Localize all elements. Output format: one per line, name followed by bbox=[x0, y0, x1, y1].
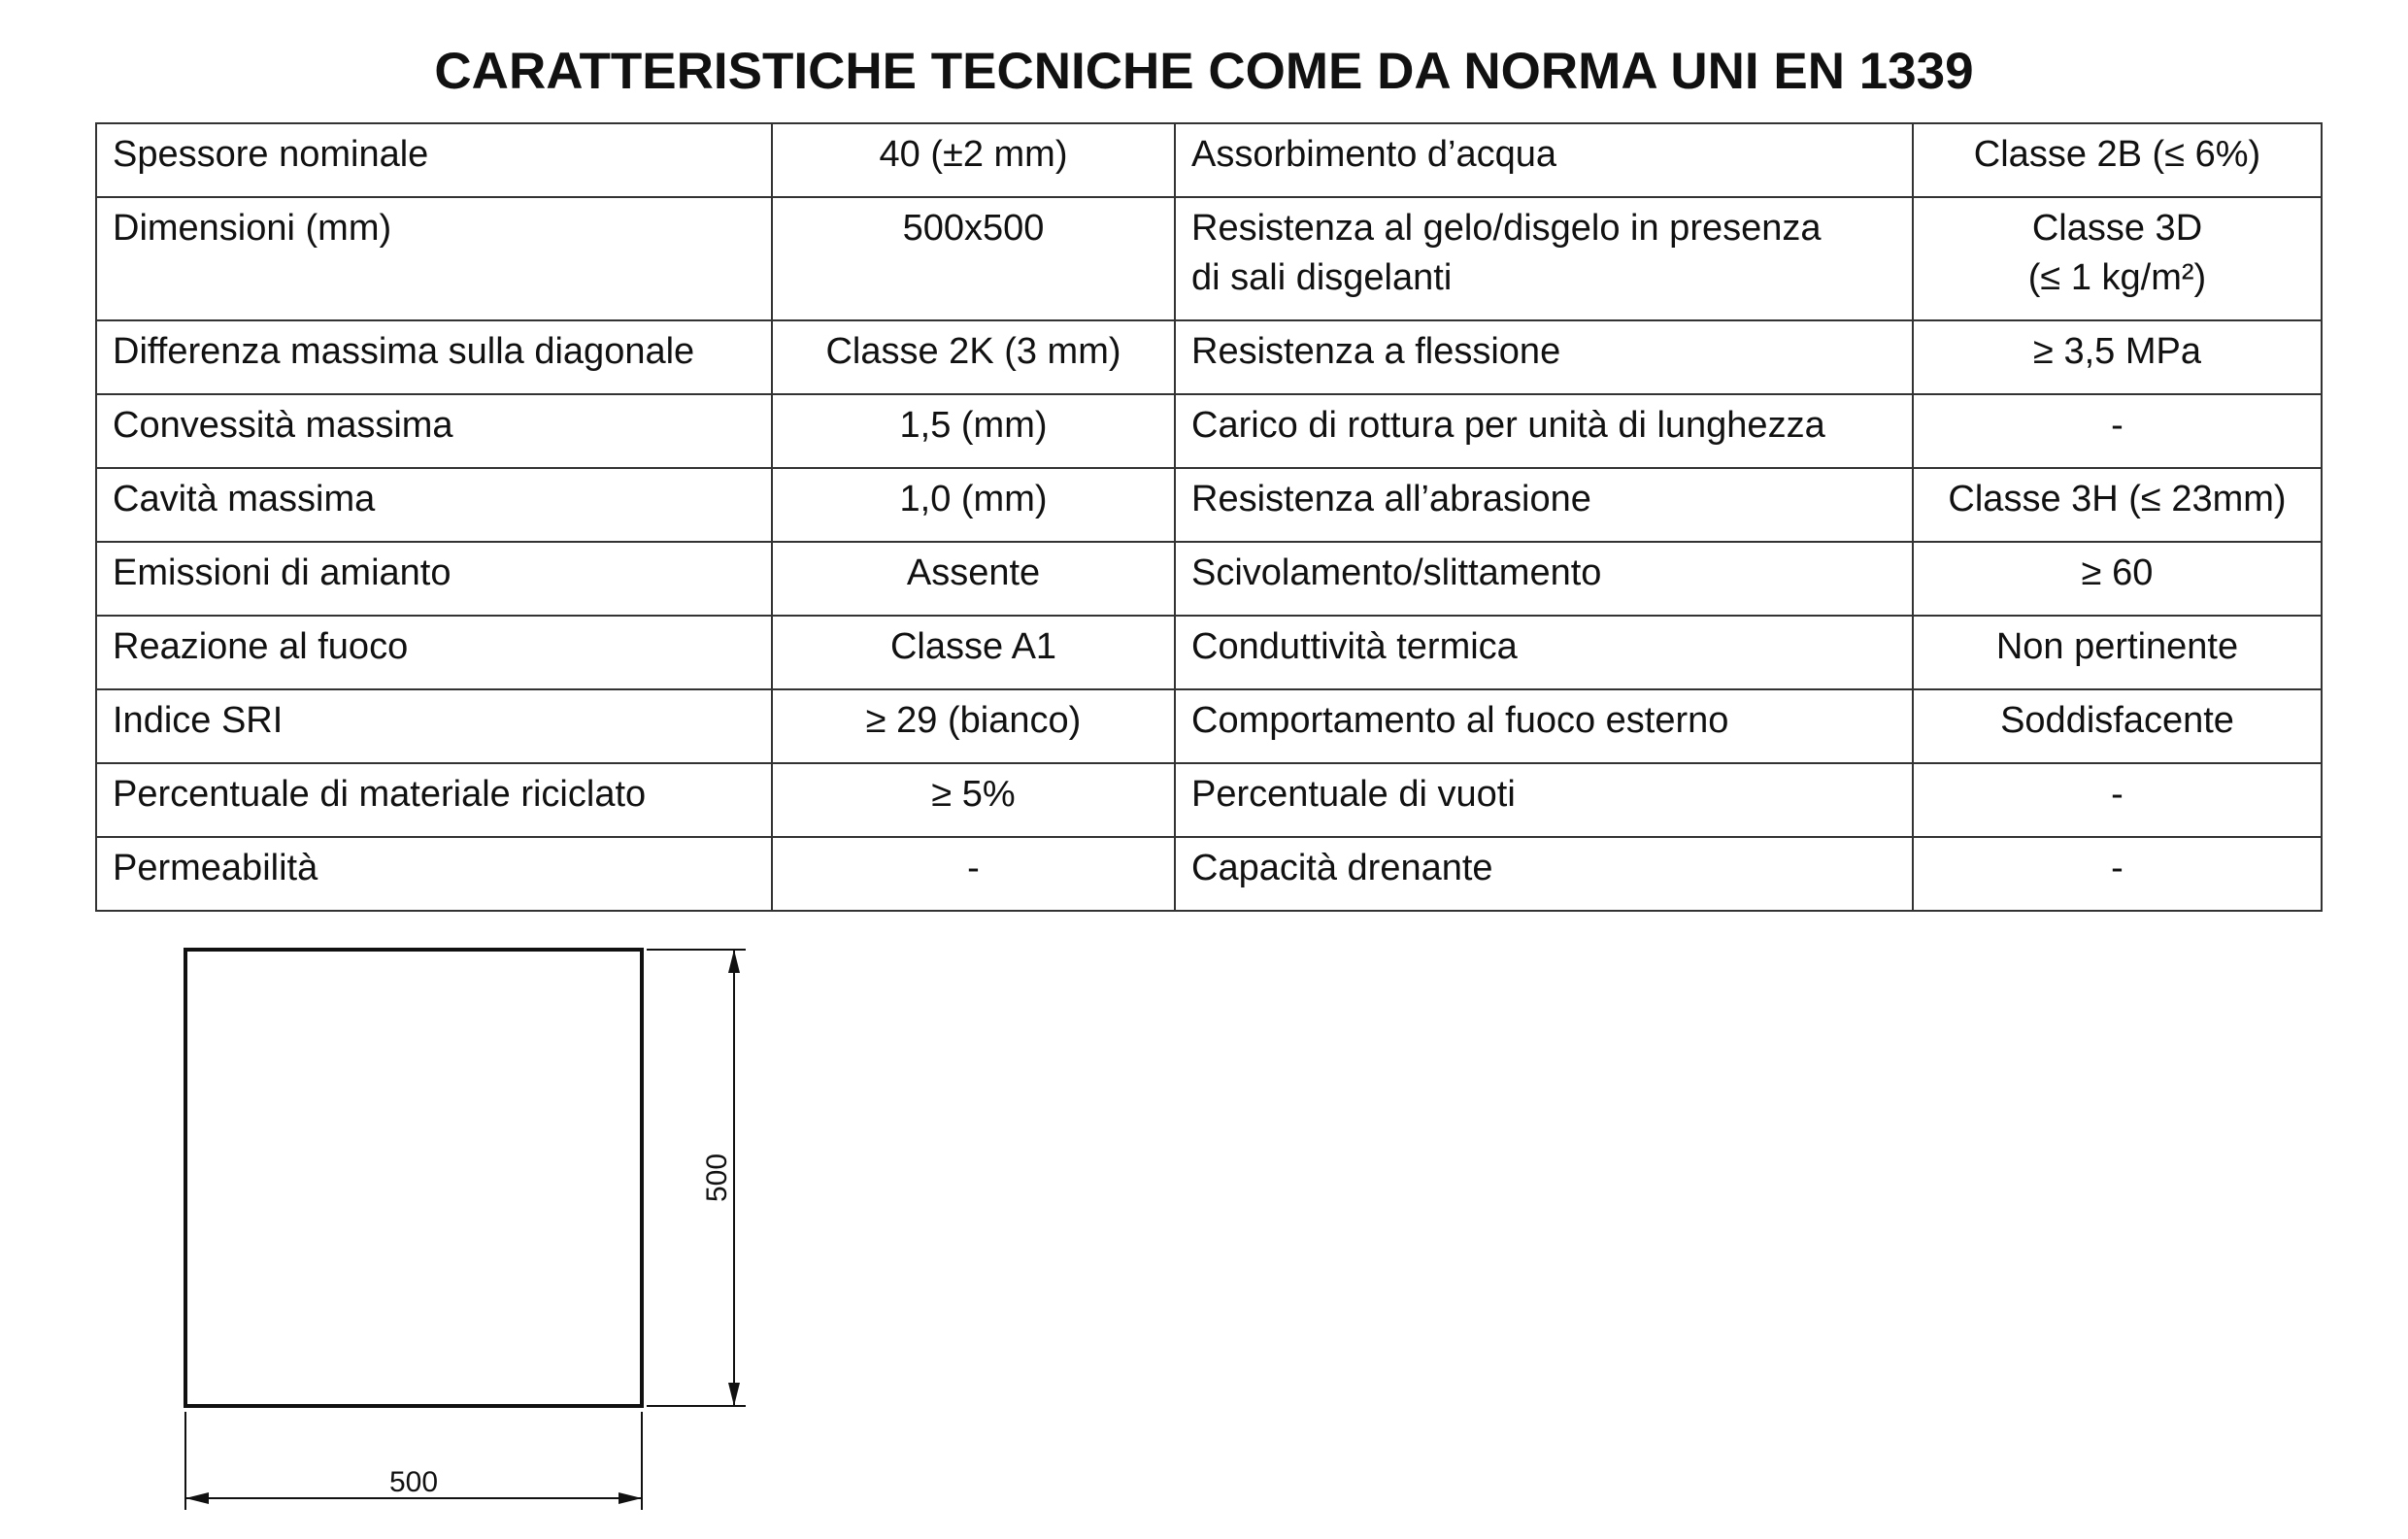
right-property-value-cell: ≥ 60 bbox=[1913, 542, 2322, 616]
table-row bbox=[96, 763, 2322, 837]
right-property-name-cell: Comportamento al fuoco esterno bbox=[1175, 689, 1913, 763]
left-property-value-cell: Classe A1 bbox=[772, 616, 1175, 689]
right-property-name-cell: Resistenza a flessione bbox=[1175, 320, 1913, 394]
right-property-value-cell: - bbox=[1913, 763, 2322, 837]
left-property-value-cell: 1,5 (mm) bbox=[772, 394, 1175, 468]
horizontal-arrow-left bbox=[185, 1492, 209, 1504]
right-property-value-cell: - bbox=[1913, 394, 2322, 468]
right-property-name-cell: Capacità drenante bbox=[1175, 837, 1913, 911]
left-property-name-cell: Indice SRI bbox=[96, 689, 772, 763]
right-property-value-cell: Soddisfacente bbox=[1913, 689, 2322, 763]
table-row bbox=[96, 689, 2322, 763]
right-property-value-cell: Classe 3H (≤ 23mm) bbox=[1913, 468, 2322, 542]
left-property-name-cell: Spessore nominale bbox=[96, 123, 772, 197]
right-property-name-cell: Scivolamento/slittamento bbox=[1175, 542, 1913, 616]
right-property-value-cell: Classe 2B (≤ 6%) bbox=[1913, 123, 2322, 197]
right-property-value-cell: ≥ 3,5 MPa bbox=[1913, 320, 2322, 394]
left-property-value-cell: 1,0 (mm) bbox=[772, 468, 1175, 542]
table-row bbox=[96, 542, 2322, 616]
left-property-value-cell: 500x500 bbox=[772, 197, 1175, 320]
table-row bbox=[96, 394, 2322, 468]
page-title: CARATTERISTICHE TECNICHE COME DA NORMA UNI EN 1339 bbox=[434, 43, 1974, 100]
horizontal-arrow-right bbox=[619, 1492, 642, 1504]
left-property-value-cell: Classe 2K (3 mm) bbox=[772, 320, 1175, 394]
table-row bbox=[96, 616, 2322, 689]
height-dimension-label: 500 bbox=[701, 1153, 733, 1203]
left-property-value-cell: Assente bbox=[772, 542, 1175, 616]
left-property-name-cell: Emissioni di amianto bbox=[96, 542, 772, 616]
left-property-name-cell: Convessità massima bbox=[96, 394, 772, 468]
right-property-value-cell: Non pertinente bbox=[1913, 616, 2322, 689]
width-dimension-label: 500 bbox=[388, 1466, 439, 1498]
right-property-value-cell: Classe 3D (≤ 1 kg/m²) bbox=[1913, 197, 2322, 320]
tile-outline bbox=[185, 950, 642, 1406]
specs-table bbox=[95, 122, 2323, 912]
left-property-name-cell: Permeabilità bbox=[96, 837, 772, 911]
left-property-value-cell: ≥ 29 (bianco) bbox=[772, 689, 1175, 763]
left-property-name-cell: Differenza massima sulla diagonale bbox=[96, 320, 772, 394]
left-property-value-cell: ≥ 5% bbox=[772, 763, 1175, 837]
right-property-name-cell: Resistenza all’abrasione bbox=[1175, 468, 1913, 542]
table-row bbox=[96, 837, 2322, 911]
left-property-value-cell: - bbox=[772, 837, 1175, 911]
right-property-name-cell: Conduttività termica bbox=[1175, 616, 1913, 689]
left-property-name-cell: Reazione al fuoco bbox=[96, 616, 772, 689]
table-row bbox=[96, 123, 2322, 197]
tile-dimension-drawing bbox=[0, 913, 874, 1534]
table-row bbox=[96, 468, 2322, 542]
right-property-value-cell: - bbox=[1913, 837, 2322, 911]
right-property-name-cell: Carico di rottura per unità di lunghezza bbox=[1175, 394, 1913, 468]
table-row bbox=[96, 320, 2322, 394]
right-property-name-cell: Percentuale di vuoti bbox=[1175, 763, 1913, 837]
table-row bbox=[96, 197, 2322, 320]
vertical-arrow-top bbox=[728, 950, 740, 973]
vertical-arrow-bottom bbox=[728, 1383, 740, 1406]
left-property-name-cell: Percentuale di materiale riciclato bbox=[96, 763, 772, 837]
left-property-name-cell: Dimensioni (mm) bbox=[96, 197, 772, 320]
right-property-name-cell: Assorbimento d’acqua bbox=[1175, 123, 1913, 197]
left-property-value-cell: 40 (±2 mm) bbox=[772, 123, 1175, 197]
left-property-name-cell: Cavità massima bbox=[96, 468, 772, 542]
right-property-name-cell: Resistenza al gelo/disgelo in presenza di sali disgelanti bbox=[1175, 197, 1913, 320]
